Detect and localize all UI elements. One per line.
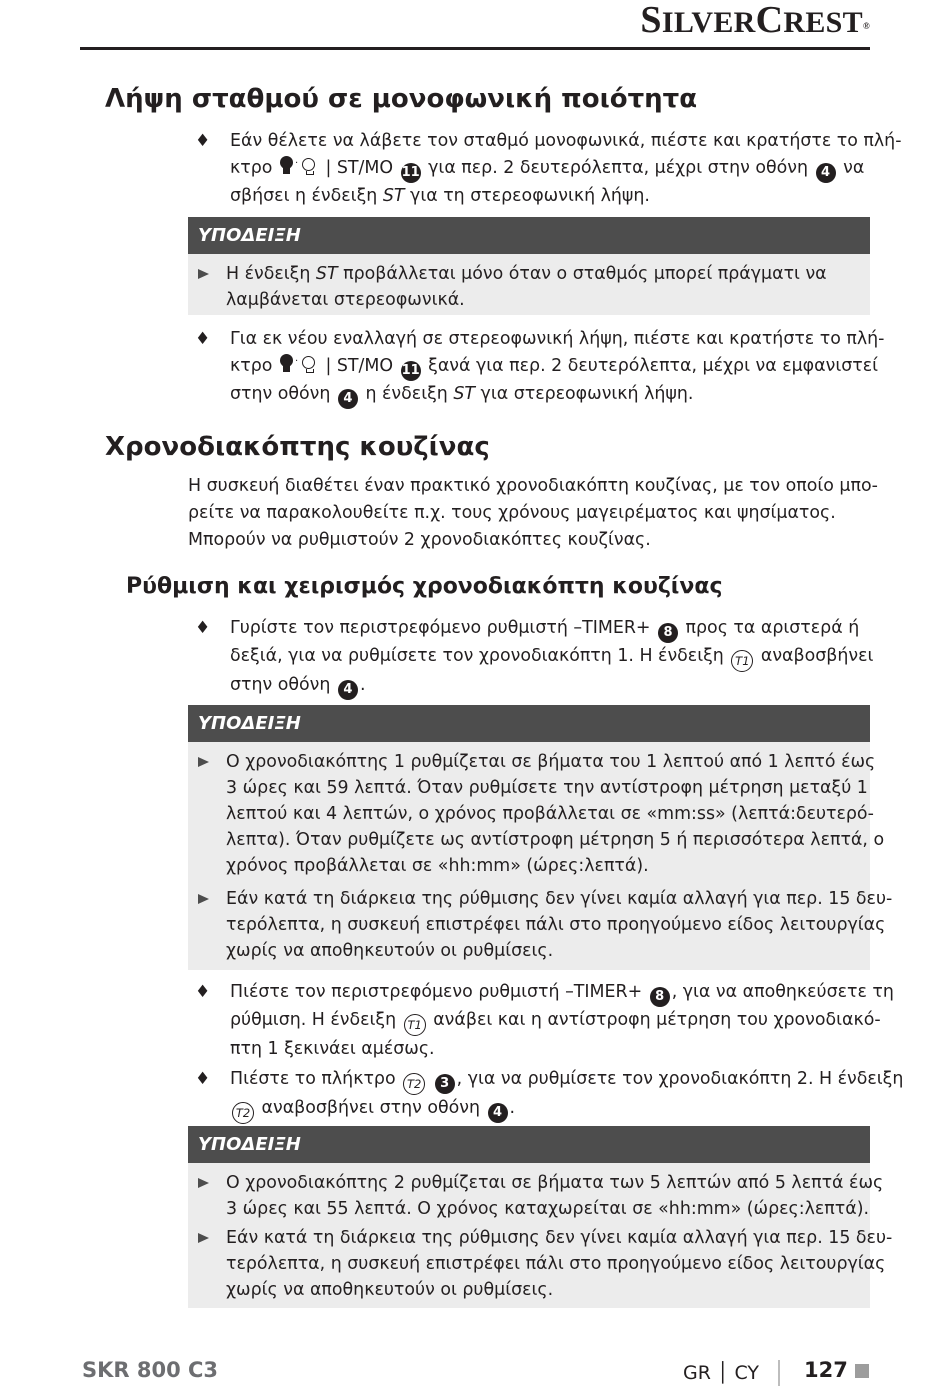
section-title-timer-setup: Ρύθμιση και χειρισμός χρονοδιακόπτη κουζίνας — [126, 574, 723, 599]
triangle-arrow-icon — [198, 894, 209, 904]
brand-logo: SILVERCREST® — [640, 0, 870, 41]
diamond-bullet-icon: ♦ — [195, 1069, 211, 1089]
note-box — [188, 1126, 893, 1308]
triangle-arrow-icon — [198, 1178, 209, 1188]
page-number: 127 — [804, 1358, 848, 1382]
note-item: Η ένδειξη ST προβάλλεται μόνο όταν ο σταθμός μπορεί πράγματι να λαμβάνεται στερεοφωνικά. — [226, 264, 827, 310]
bullet-set-timer1: Γυρίστε τον περιστρεφόμενο ρυθμιστή –TIMER+ 8 προς τα αριστερά ή δεξιά, για να ρυθμίσετε τον χρονοδιακόπτη 1. Η ένδειξη T1 αναβοσβήνει στην οθόνη 4 . — [230, 615, 873, 700]
callout-number: 4 — [338, 680, 358, 700]
note-header: ΥΠΟΔΕΙΞΗ — [188, 1126, 870, 1163]
footer-divider — [778, 1360, 780, 1386]
callout-number: 8 — [658, 623, 678, 643]
header-rule — [80, 47, 870, 50]
callout-number: 11 — [401, 361, 421, 381]
paragraph-kitchen-timer: Η συσκευή διαθέτει έναν πρακτικό χρονοδιακόπτη κουζίνας, με τον οποίο μπο- ρείτε να παρακολουθείτε π.χ. τους χρόνους μαγειρέματος και ψησίματος. Μπορούν να ρυθμιστούν 2 χρονοδιακόπτες κουζίνας. — [188, 476, 878, 550]
note-header: ΥΠΟΔΕΙΞΗ — [188, 705, 870, 742]
timer2-symbol-icon: T2 — [232, 1102, 254, 1124]
timer2-symbol-icon: T2 — [403, 1073, 425, 1095]
bullet-stereo-instruction: Για εκ νέου εναλλαγή σε στερεοφωνική λήψη, πιέστε και κρατήστε το πλή- κτρο · | ST/MO 11 ξανά για περ. 2 δευτερόλεπτα, μέχρι να εμφανιστεί στην οθόνη 4 η ένδειξη ST για στερεοφωνική λήψη. — [230, 326, 884, 409]
diamond-bullet-icon: ♦ — [195, 329, 211, 349]
bullet-save-timer1: Πιέστε τον περιστρεφόμενο ρυθμιστή –TIMER+ 8 , για να αποθηκεύσετε τη ρύθμιση. Η ένδειξη T1 ανάβει και η αντίστροφη μέτρηση του χρονοδιακό- πτη 1 ξεκινάει αμέσως. — [230, 982, 894, 1059]
diamond-bullet-icon: ♦ — [195, 618, 211, 638]
bullet-mono-instruction: Εάν θέλετε να λάβετε τον σταθμό μονοφωνικά, πιέστε και κρατήστε το πλή- κτρο · | ST/MO 11 για περ. 2 δευτερόλεπτα, μέχρι στην οθόνη 4 να σβήσει η ένδειξη ST για τη στερεοφωνική λήψη. — [230, 131, 902, 206]
note-item: Ο χρονοδιακόπτης 1 ρυθμίζεται σε βήματα του 1 λεπτού από 1 λεπτό έως 3 ώρες και 59 λεπτά. Όταν ρυθμίσετε την αντίστροφη μέτρηση μεταξύ 1 λεπτού και 4 λεπτών, ο χρόνος προβάλλεται σε «mm:ss» (λεπτά:δευτερό- λεπτα). Όταν ρυθμίζετε ως αντίστροφη μέτρηση 5 ή περισσότερα λεπτά, ο χρόνος προβάλλεται σε «hh:mm» (ώρες:λεπτά). — [226, 752, 885, 876]
footer-square-icon — [855, 1364, 869, 1378]
section-title-mono: Λήψη σταθμού σε μονοφωνική ποιότητα — [105, 84, 698, 114]
diamond-bullet-icon: ♦ — [195, 131, 211, 151]
callout-number: 8 — [650, 987, 670, 1007]
callout-number: 4 — [338, 389, 358, 409]
timer1-symbol-icon: T1 — [731, 650, 753, 672]
triangle-arrow-icon — [198, 269, 209, 279]
bulb-light-icon: · — [278, 155, 320, 177]
bulb-light-icon: · — [278, 353, 320, 375]
note-header: ΥΠΟΔΕΙΞΗ — [188, 217, 870, 254]
callout-number: 3 — [435, 1074, 455, 1094]
bullet-set-timer2: Πιέστε το πλήκτρο T2 3 , για να ρυθμίσετε τον χρονοδιακόπτη 2. Η ένδειξη T2 αναβοσβήνει στην οθόνη 4 . — [230, 1066, 903, 1124]
footer-language: GR │ CY — [683, 1362, 759, 1384]
note-box — [188, 705, 893, 970]
note-item: Εάν κατά τη διάρκεια της ρύθμισης δεν γίνει καμία αλλαγή για περ. 15 δευ- τερόλεπτα, η συσκευή επιστρέφει πάλι στο προηγούμενο είδος λειτουργίας χωρίς να αποθηκευτούν οι ρυθμίσεις. — [226, 1228, 893, 1300]
callout-number: 4 — [488, 1103, 508, 1123]
triangle-arrow-icon — [198, 1233, 209, 1243]
note-item: Ο χρονοδιακόπτης 2 ρυθμίζεται σε βήματα των 5 λεπτών από 5 λεπτά έως 3 ώρες και 55 λεπτά. Ο χρόνος καταχωρείται σε «hh:mm» (ώρες:λεπτά). — [226, 1173, 884, 1219]
callout-number: 4 — [816, 163, 836, 183]
section-title-kitchen-timer: Χρονοδιακόπτης κουζίνας — [105, 432, 490, 462]
note-item: Εάν κατά τη διάρκεια της ρύθμισης δεν γίνει καμία αλλαγή για περ. 15 δευ- τερόλεπτα, η συσκευή επιστρέφει πάλι στο προηγούμενο είδος λειτουργίας χωρίς να αποθηκευτούν οι ρυθμίσεις. — [226, 889, 893, 961]
timer1-symbol-icon: T1 — [404, 1014, 426, 1036]
note-box — [188, 217, 870, 315]
footer-model-number: SKR 800 C3 — [82, 1358, 219, 1382]
diamond-bullet-icon: ♦ — [195, 982, 211, 1002]
callout-number: 11 — [401, 163, 421, 183]
triangle-arrow-icon — [198, 757, 209, 767]
